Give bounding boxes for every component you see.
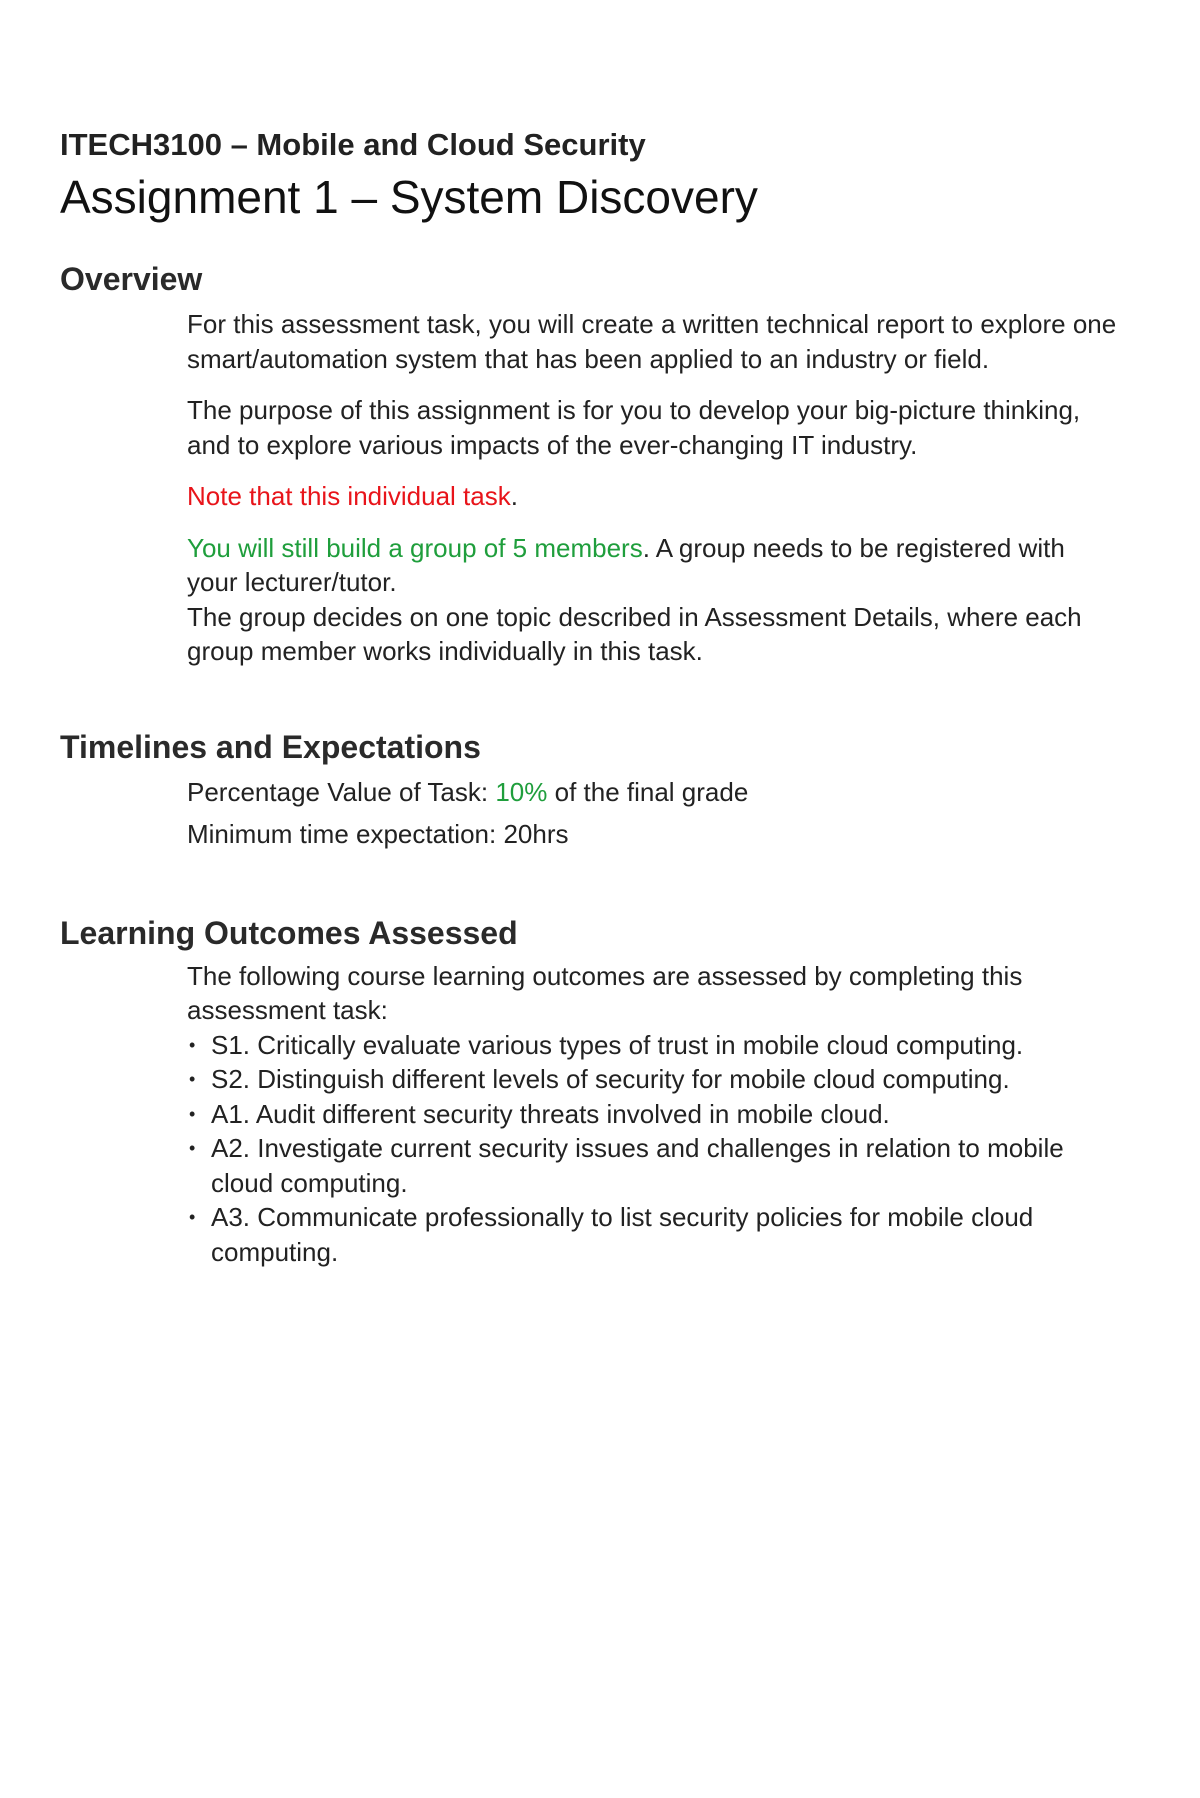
learning-outcomes-heading: Learning Outcomes Assessed [60, 914, 518, 951]
group-size-highlight: You will still build a group of 5 members [187, 532, 643, 563]
learning-outcomes-body [187, 959, 1117, 1270]
group-paragraph [187, 531, 1117, 600]
percentage-suffix: of the final grade [547, 776, 749, 807]
course-code: ITECH3100 – Mobile and Cloud Security [60, 127, 646, 162]
outcome-text: A2. Investigate current security issues and challenges in relation to mobile cloud computing. [211, 1133, 1064, 1198]
minimum-time: Minimum time expectation: 20hrs [187, 818, 569, 849]
overview-paragraph-2: The purpose of this assignment is for you to develop your big-picture thinking, and to explore various impacts of the ever-changing IT industry. [187, 395, 1081, 460]
percentage-number: 10% [495, 776, 548, 807]
timelines-body [187, 771, 1117, 855]
bullet-icon: • [189, 1069, 196, 1089]
bullet-icon: • [189, 1138, 196, 1158]
list-item [187, 1028, 1117, 1063]
percentage-value [187, 771, 1117, 813]
outcome-text: A1. Audit different security threats involved in mobile cloud. [211, 1098, 890, 1129]
outcome-text: A3. Communicate professionally to list security policies for mobile cloud computing. [211, 1202, 1034, 1267]
list-item [187, 1097, 1117, 1132]
outcome-text: S2. Distinguish different levels of security for mobile cloud computing. [211, 1064, 1010, 1094]
percentage-prefix: Percentage Value of Task: [187, 776, 496, 807]
learning-outcomes-intro: The following course learning outcomes are assessed by completing this assessment task: [187, 960, 1023, 1025]
group-registration-text: . A group needs to be registered with your lecturer/tutor. [187, 532, 1065, 597]
overview-heading: Overview [60, 261, 203, 297]
timelines-heading: Timelines and Expectations [60, 728, 481, 765]
list-item [187, 1062, 1117, 1097]
individual-note-period: . [510, 481, 518, 511]
list-item [187, 1131, 1117, 1200]
overview-body [187, 307, 1117, 669]
bullet-icon: • [189, 1103, 196, 1124]
outcome-text: S1. Critically evaluate various types of trust in mobile cloud computing. [211, 1029, 1024, 1060]
learning-outcomes-list [187, 1028, 1117, 1270]
bullet-icon: • [189, 1034, 196, 1055]
document-title: Assignment 1 – System Discovery [60, 171, 758, 223]
bullet-icon: • [189, 1207, 196, 1227]
individual-note [187, 479, 1117, 514]
individual-note-text: Note that this individual task [187, 481, 511, 511]
overview-paragraph-1: For this assessment task, you will create a written technical report to explore one smart/automation system that has been applied to an industry or field. [187, 309, 1117, 374]
list-item [187, 1200, 1117, 1269]
group-topic-paragraph: The group decides on one topic described in Assessment Details, where each group member works individually in this task. [187, 601, 1082, 666]
